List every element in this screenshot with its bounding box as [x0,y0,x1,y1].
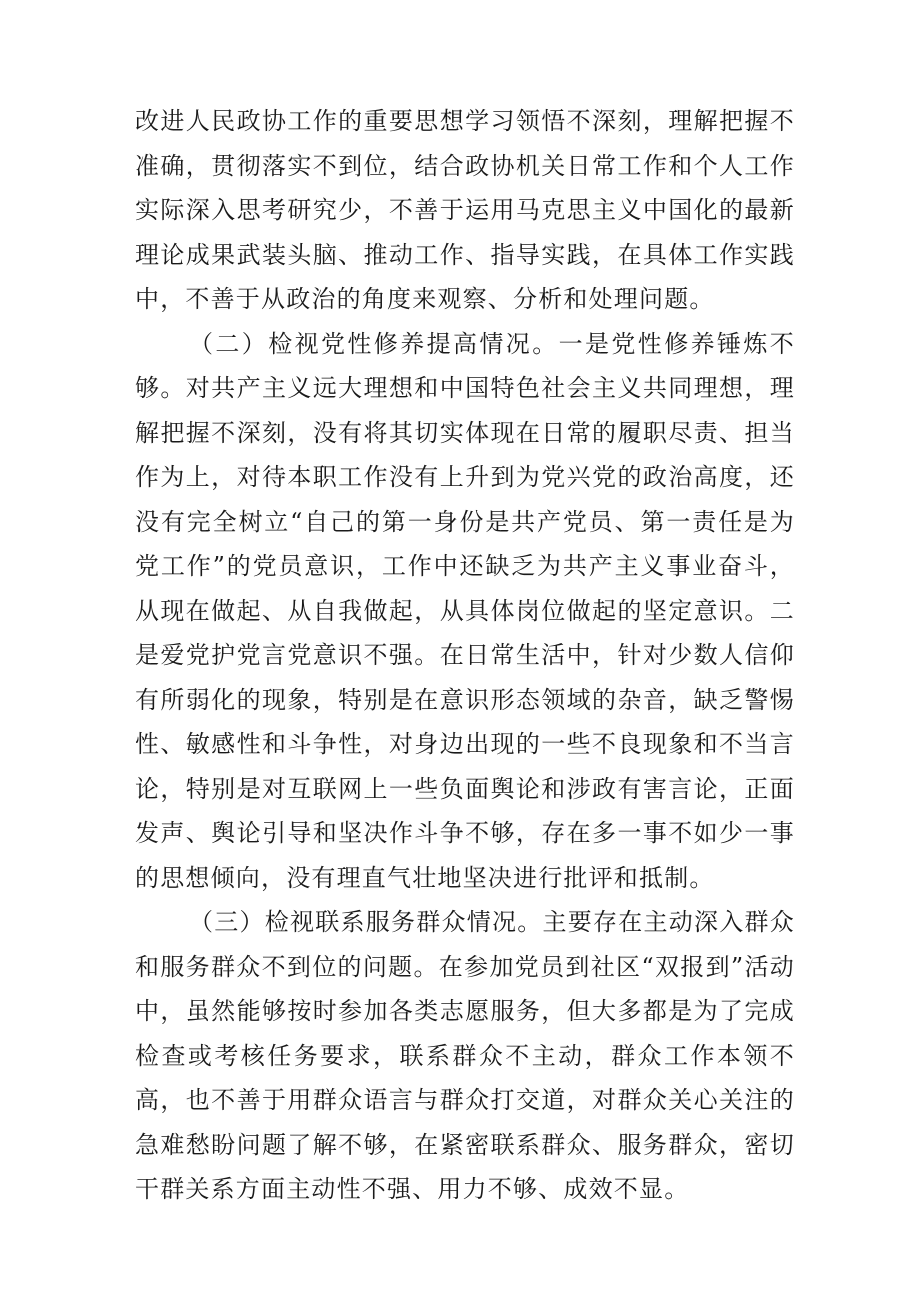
paragraph-continuation: 改进人民政协工作的重要思想学习领悟不深刻，理解把握不准确，贯彻落实不到位，结合政协机关日常工作和个人工作实际深入思考研究少，不善于运用马克思主义中国化的最新理论成果武装头脑、推动工作、指导实践，在具体工作实践中，不善于从政治的角度来观察、分析和处理问题。 [135,107,795,313]
paragraph-serve-masses-review: （三）检视联系服务群众情况。主要存在主动深入群众和服务群众不到位的问题。在参加党员到社区“双报到”活动中，虽然能够按时参加各类志愿服务，但大多都是为了完成检查或考核任务要求，联系群众不主动，群众工作本领不高，也不善于用群众语言与群众打交道，对群众关心关注的急难愁盼问题了解不够，在紧密联系群众、服务群众，密切干群关系方面主动性不强、用力不够、成效不显。 [135,908,795,1203]
paragraph-party-spirit-review: （二）检视党性修养提高情况。一是党性修养锤炼不够。对共产主义远大理想和中国特色社会主义共同理想，理解把握不深刻，没有将其切实体现在日常的履职尽责、担当作为上，对待本职工作没有上升到为党兴党的政治高度，还没有完全树立“自己的第一身份是共产党员、第一责任是为党工作”的党员意识，工作中还缺乏为共产主义事业奋斗，从现在做起、从自我做起，从具体岗位做起的坚定意识。二是爱党护党言党意识不强。在日常生活中，针对少数人信仰有所弱化的现象，特别是在意识形态领域的杂音，缺乏警惕性、敏感性和斗争性，对身边出现的一些不良现象和不当言论，特别是对互联网上一些负面舆论和涉政有害言论，正面发声、舆论引导和坚决作斗争不够，存在多一事不如少一事的思想倾向，没有理直气壮地坚决进行批评和抵制。 [135,329,795,892]
document-body [135,99,795,1212]
